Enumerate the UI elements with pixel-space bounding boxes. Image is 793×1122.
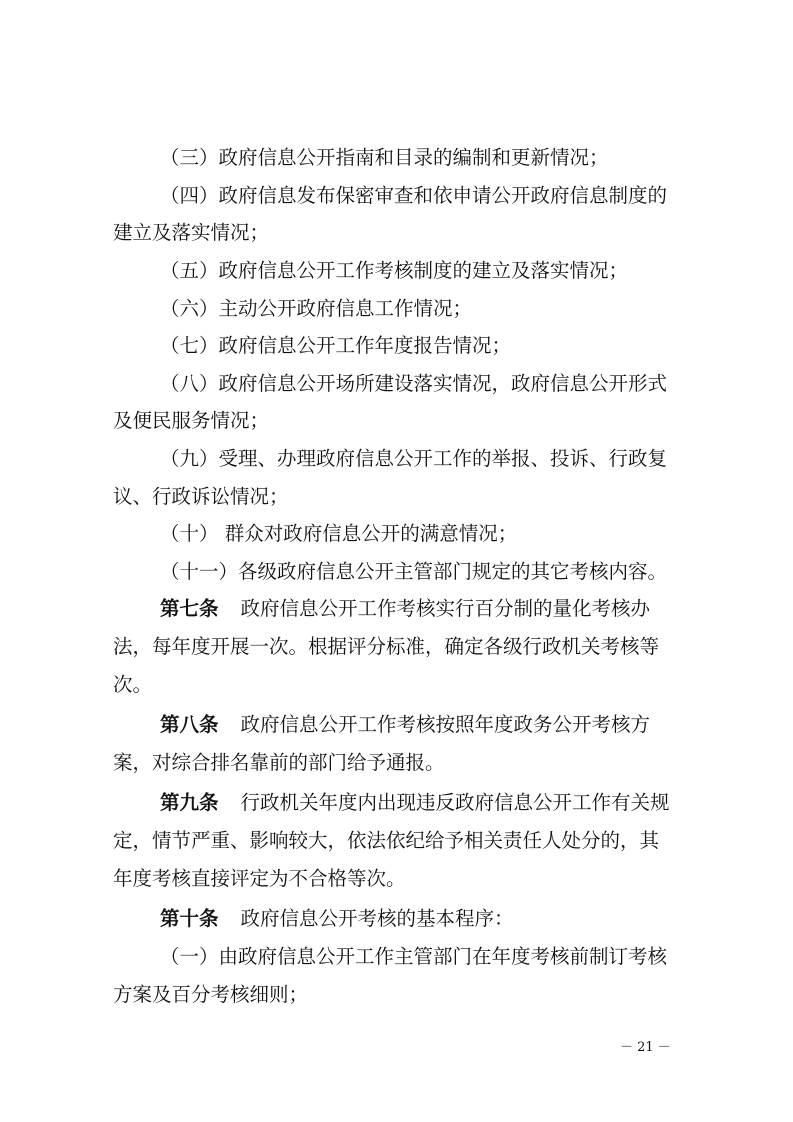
text-line: 方案及百分考核细则； <box>113 983 309 1006</box>
text-segment: 行政机关年度内出现违反政府信息公开工作有关规 <box>240 791 670 814</box>
text-line: （四）政府信息发布保密审查和依申请公开政府信息制度的 <box>160 184 668 207</box>
text-line: 议、行政诉讼情况； <box>113 485 289 508</box>
text-line: （六）主动公开政府信息工作情况； <box>160 297 473 320</box>
text-segment: 政府信息公开工作考核按照年度政务公开考核方 <box>240 713 651 736</box>
text-line: （十） 群众对政府信息公开的满意情况； <box>160 522 518 545</box>
text-segment: 政府信息公开工作考核实行百分制的量化考核办 <box>240 597 651 620</box>
text-line: （七）政府信息公开工作年度报告情况； <box>160 334 512 357</box>
text-line: （五）政府信息公开工作考核制度的建立及落实情况； <box>160 259 629 282</box>
article-9-line <box>160 790 730 816</box>
text-line: （三）政府信息公开指南和目录的编制和更新情况； <box>160 146 609 169</box>
article-10-line <box>160 906 730 932</box>
text-line: 法，每年度开展一次。根据评分标准，确定各级行政机关考核等 <box>113 635 660 658</box>
article-label: 第九条 <box>160 791 219 814</box>
text-line: （十一）各级政府信息公开主管部门规定的其它考核内容。 <box>160 560 668 583</box>
text-line: 定，情节严重、影响较大，依法依纪给予相关责任人处分的，其 <box>113 829 660 852</box>
text-line: 案，对综合排名靠前的部门给予通报。 <box>113 751 445 774</box>
text-line: （八）政府信息公开场所建设落实情况，政府信息公开形式 <box>160 372 668 395</box>
page-number: － 21 － <box>620 1040 671 1055</box>
text-line: 及便民服务情况； <box>113 409 270 432</box>
text-line: 次。 <box>113 673 153 696</box>
text-line: 建立及落实情况； <box>113 221 270 244</box>
article-label: 第七条 <box>160 597 219 620</box>
text-segment: 政府信息公开考核的基本程序： <box>240 907 514 930</box>
text-line: （一）由政府信息公开工作主管部门在年度考核前制订考核 <box>160 945 668 968</box>
article-label: 第八条 <box>160 713 219 736</box>
text-line: （九）受理、办理政府信息公开工作的举报、投诉、行政复 <box>160 447 668 470</box>
article-7-line <box>160 596 730 622</box>
text-line: 年度考核直接评定为不合格等次。 <box>113 867 406 890</box>
article-8-line <box>160 712 730 738</box>
article-label: 第十条 <box>160 907 219 930</box>
